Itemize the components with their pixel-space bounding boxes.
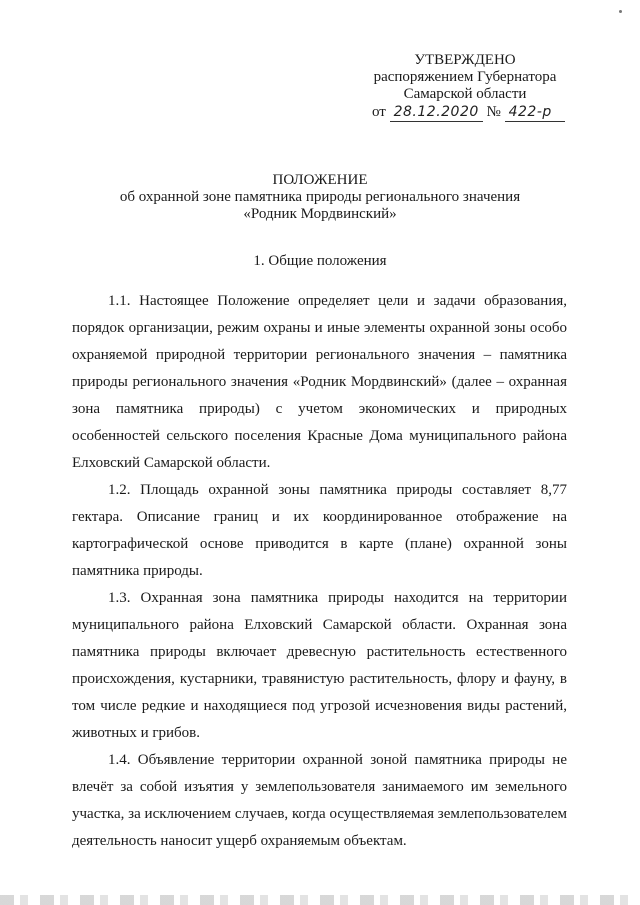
title-subtitle-2: «Родник Мордвинский»: [243, 206, 397, 222]
document-body: [72, 288, 567, 855]
handwritten-number: 422-р: [505, 103, 565, 122]
paragraph-1-2: 1.2. Площадь охранной зоны памятника природы составляет 8,77 гектара. Описание границ и их координированное отображение на картографической основе приводится в карте (плане) охранной зоны памятника природы.: [72, 482, 567, 579]
handwritten-date: 28.12.2020: [390, 103, 483, 122]
section-heading: 1. Общие положения: [253, 253, 387, 269]
paragraph-1-4: 1.4. Объявление территории охранной зоной памятника природы не влечёт за собой изъятия у землепользователя занимаемого им земельного участка, за исключением случаев, когда осуществляемая землепользователем деятельность наносит ущерб охраняемым объектам.: [72, 752, 567, 849]
date-prefix: от: [372, 104, 386, 120]
approval-authority: распоряжением Губернатора: [373, 69, 557, 85]
document-title: [70, 172, 570, 223]
approval-stamp: [360, 52, 570, 103]
approval-region: Самарской области: [403, 86, 527, 102]
title-subtitle-1: об охранной зоне памятника природы регионального значения: [119, 189, 521, 205]
scan-artifact-footer: [0, 895, 640, 905]
approval-date-line: [372, 103, 565, 122]
title-heading: ПОЛОЖЕНИЕ: [272, 172, 368, 188]
scan-mark: [619, 10, 622, 13]
paragraph-1-1: 1.1. Настоящее Положение определяет цели и задачи образования, порядок организации, режим охраны и иные элементы охранной зоны особо охраняемой природной территории регионального значения – памятника природы регионального значения «Родник Мордвинский» (далее – охранная зона памятника природы) с учетом экономических и природных особенностей сельского поселения Красные Дома муниципального района Елховский Самарской области.: [72, 293, 567, 471]
number-label: №: [486, 104, 501, 120]
paragraph-1-3: 1.3. Охранная зона памятника природы находится на территории муниципального района Елховский Самарской области. Охранная зона памятника природы включает древесную растительность естественного происхождения, кустарники, травянистую растительность, флору и фауну, в том числе редкие и находящиеся под угрозой исчезновения виды растений, животных и грибов.: [72, 590, 567, 741]
approval-title: УТВЕРЖДЕНО: [414, 52, 516, 68]
